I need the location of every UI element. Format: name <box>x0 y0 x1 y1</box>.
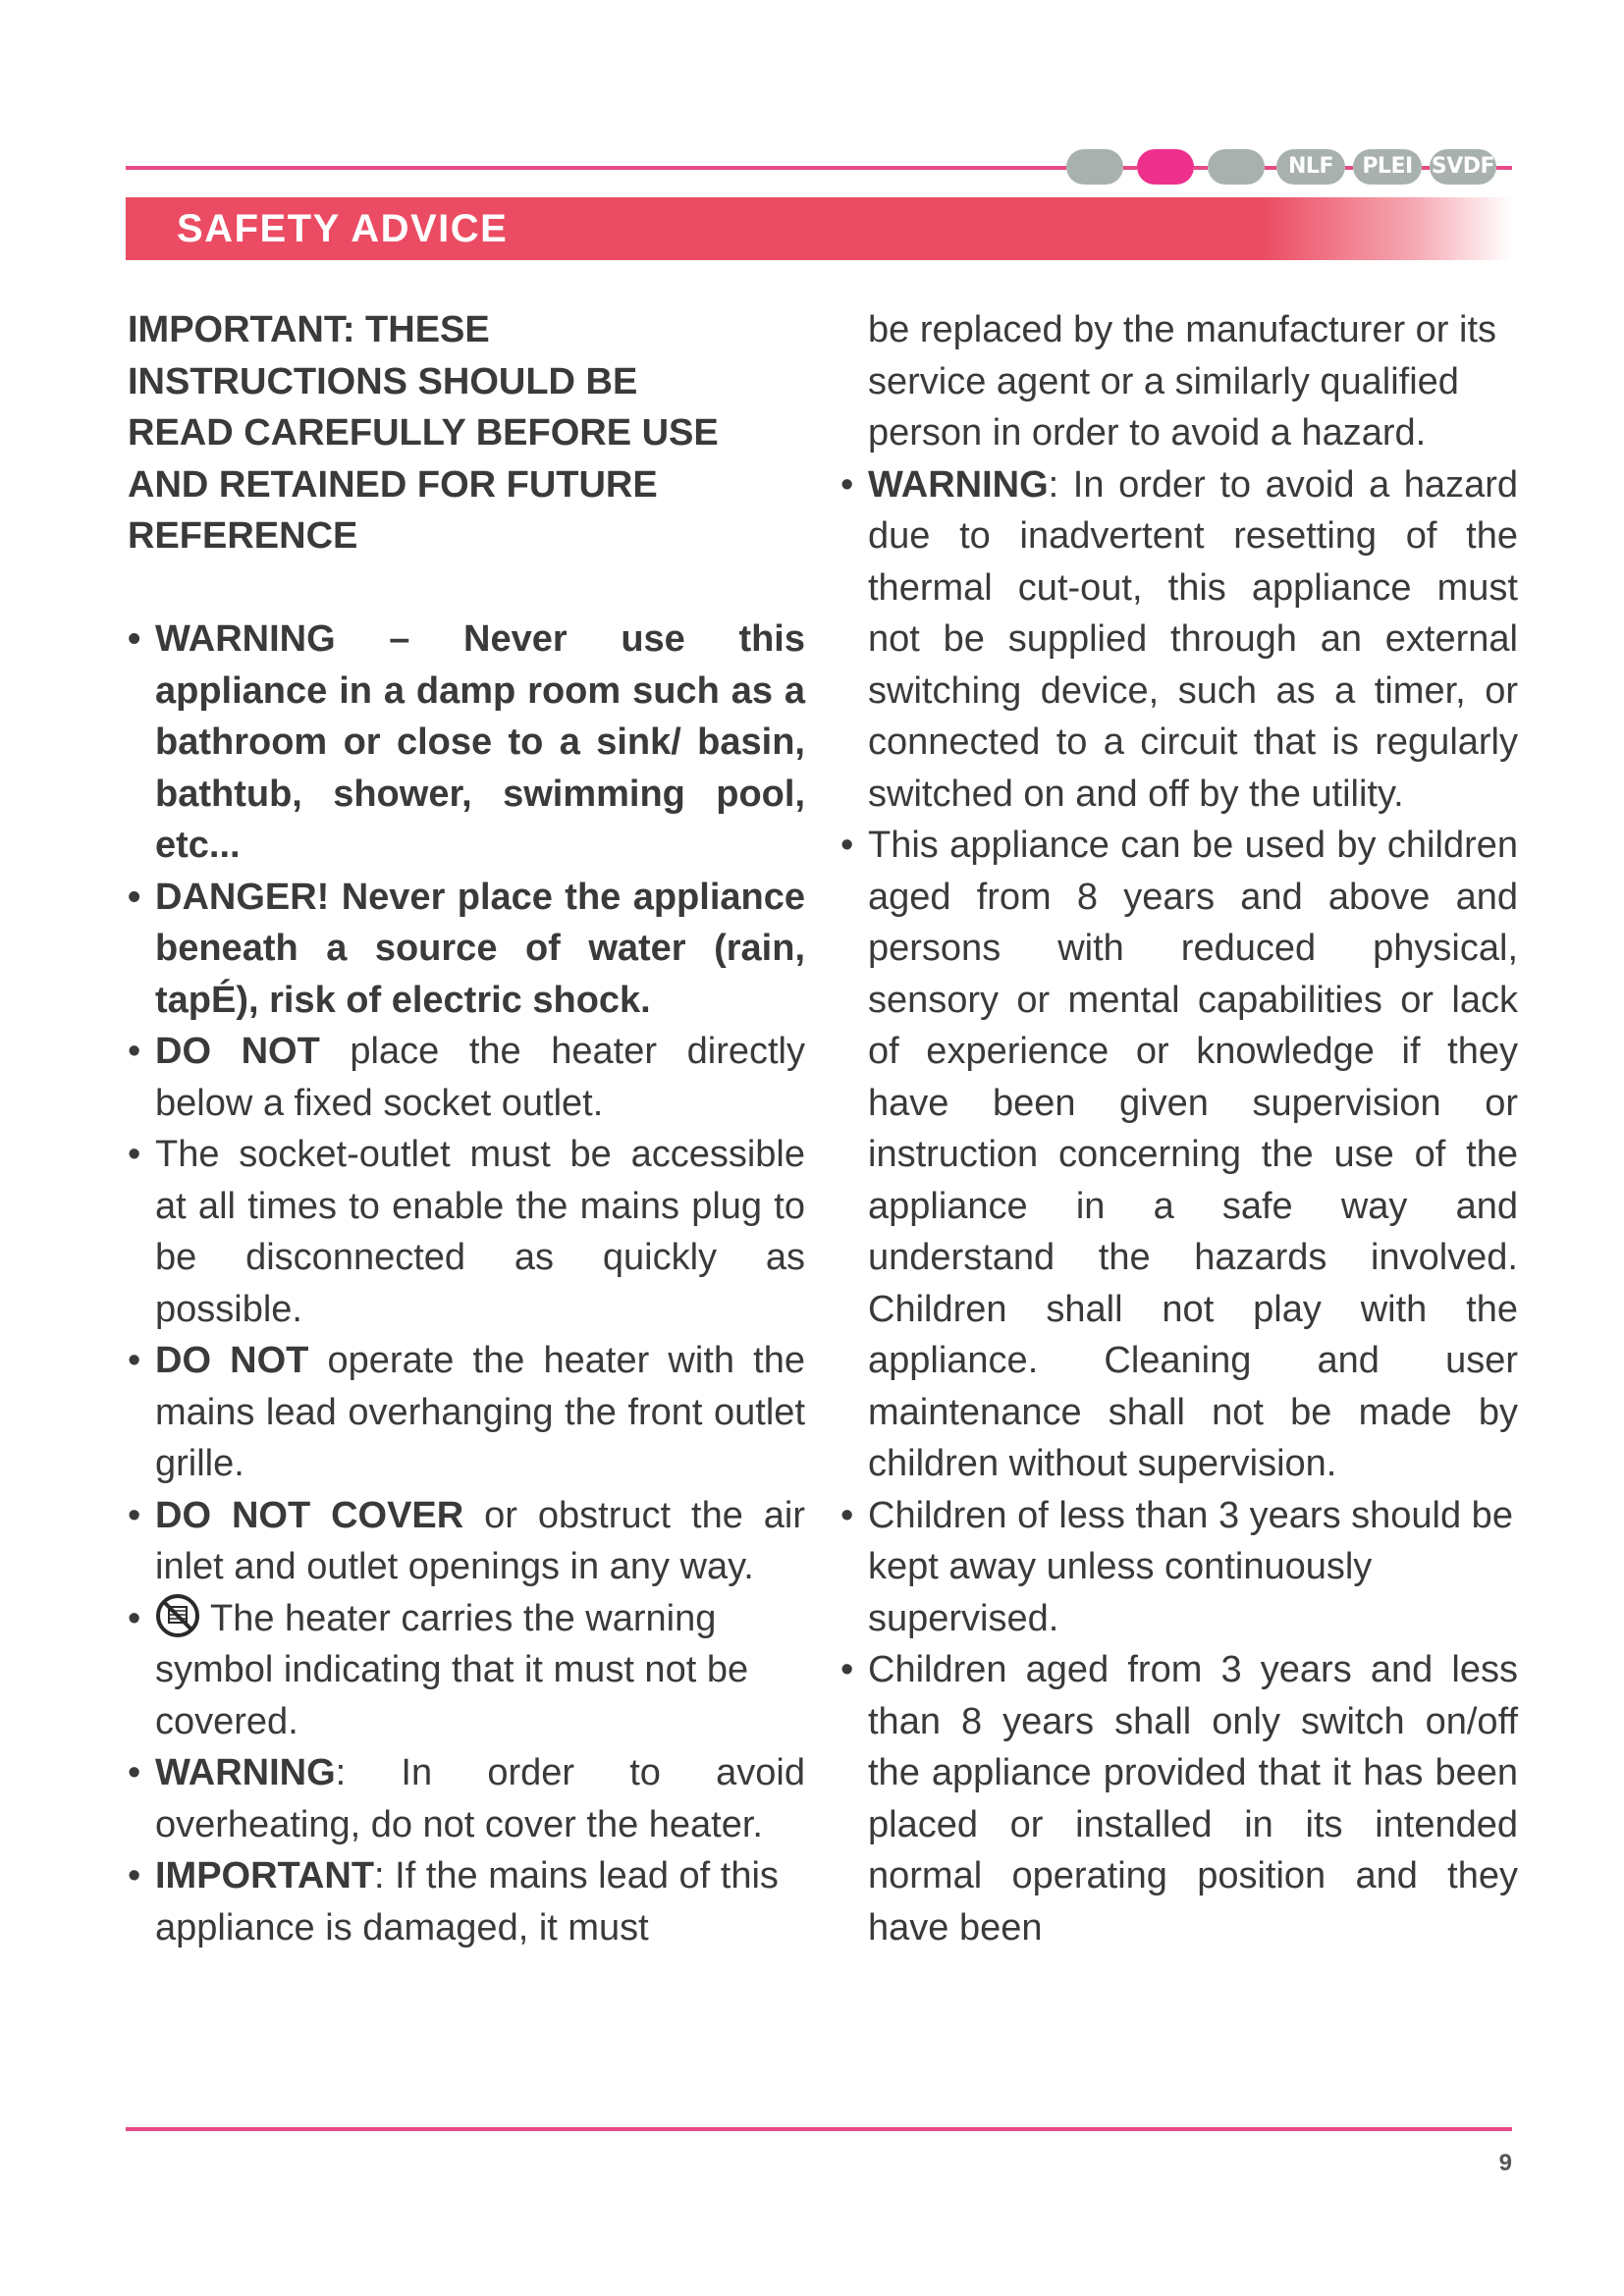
language-label-1: NLF <box>1276 149 1345 185</box>
item-text: WARNING – Never use this appliance in a damp room such as a bathroom or close to a sink/ basin, bathtub, shower, swimming pool, etc... <box>155 618 805 866</box>
rule-dash <box>1265 166 1276 170</box>
item-text: place the heater directly below a fixed socket outlet. <box>155 1031 805 1124</box>
left-column <box>128 304 805 1953</box>
bottom-rule <box>126 2127 1512 2131</box>
important-heading <box>128 304 805 562</box>
list-item: • Children aged from 3 years and less than 8 years shall only switch on/off the appliance provided that it has been placed or installed in its intended normal operating position and they have been <box>840 1649 1518 1949</box>
language-dot-3 <box>1208 149 1265 185</box>
heading-line: READ CAREFULLY BEFORE USE <box>128 412 719 454</box>
item-text: : If the mains lead of this appliance is damaged, it must <box>155 1855 779 1949</box>
item-lead: DO NOT <box>155 1340 309 1381</box>
rule-dash <box>1345 166 1353 170</box>
list-item: • This appliance can be used by children aged from 8 years and above and persons with reduced physical, sensory or mental capabilities or lack of experience or knowledge if they have been given supervision or instruction concerning the use of the appliance in a safe way and understand the hazards involved. Children shall not play with the appliance. Cleaning and user maintenance shall not be made by children without supervision. <box>840 825 1518 1484</box>
list-item: • WARNING – Never use this appliance in a damp room such as a bathroom or close to a sink/ basin, bathtub, shower, swimming pool, etc... <box>128 618 805 866</box>
list-item: • Children of less than 3 years should be kept away unless continuously supervised. <box>840 1494 1513 1639</box>
item-lead: DO NOT <box>155 1031 320 1072</box>
list-item: • DANGER! Never place the appliance beneath a source of water (rain, tapÉ), risk of electric shock. <box>128 876 805 1021</box>
list-item: • WARNING: In order to avoid overheating, do not cover the heater. <box>128 1752 805 1845</box>
list-item: • The socket-outlet must be accessible at all times to enable the mains plug to be disconnected as quickly as possible. <box>128 1134 805 1330</box>
language-dot-active <box>1137 149 1194 185</box>
item-text: Children of less than 3 years should be kept away unless continuously supervised. <box>868 1494 1513 1639</box>
list-item: • The heater carries the warning symbol indicating that it must not be covered. <box>128 1593 805 1748</box>
item-text: Children aged from 3 years and less than 8 years shall only switch on/off the appliance provided that it has been placed or installed in its intended normal operating position and they have been <box>868 1649 1518 1949</box>
continued-text: be replaced by the manufacturer or its service agent or a similarly qualified person in order to avoid a hazard. <box>868 309 1497 454</box>
item-text: The socket-outlet must be accessible at all times to enable the mains plug to be disconnected as quickly as possible. <box>155 1134 805 1330</box>
list-item: • DO NOT place the heater directly below a fixed socket outlet. <box>128 1031 805 1124</box>
rule-dash <box>1194 166 1208 170</box>
heading-line: IMPORTANT: THESE <box>128 309 490 350</box>
rule-dash <box>1496 166 1512 170</box>
page-number: 9 <box>1498 2150 1512 2176</box>
language-label-3: SVDF <box>1430 149 1496 185</box>
list-item: • DO NOT COVER or obstruct the air inlet and outlet openings in any way. <box>128 1494 806 1587</box>
do-not-cover-icon <box>155 1593 200 1638</box>
item-text: DANGER! Never place the appliance beneath a source of water (rain, tapÉ), risk of electric shock. <box>155 876 805 1021</box>
rule-dash <box>1123 166 1137 170</box>
language-dot-1 <box>1066 149 1123 185</box>
item-text: : In order to avoid overheating, do not cover the heater. <box>155 1752 805 1845</box>
heading-line: AND RETAINED FOR FUTURE <box>128 463 658 506</box>
item-text: This appliance can be used by children aged from 8 years and above and persons with reduced physical, sensory or mental capabilities or lack of experience or knowledge if they have been given supervision or instruction concerning the use of the appliance in a safe way and understand the hazards involved. Children shall not play with the appliance. Cleaning and user maintenance shall not be made by children without supervision. <box>868 825 1518 1484</box>
list-item: • WARNING: In order to avoid a hazard due to inadvertent resetting of the thermal cut-out, this appliance must not be supplied through an external switching device, such as a timer, or connected to a circuit that is regularly switched on and off by the utility. <box>840 463 1518 815</box>
item-lead: WARNING <box>155 1752 336 1793</box>
top-rule <box>126 166 1058 170</box>
language-label-2: PLEI <box>1353 149 1422 185</box>
item-lead: DO NOT COVER <box>155 1494 464 1536</box>
item-lead: WARNING <box>868 463 1049 506</box>
item-lead: IMPORTANT <box>155 1855 375 1896</box>
heading-line: REFERENCE <box>128 515 358 557</box>
item-text: or obstruct the air inlet and outlet openings in any way. <box>155 1494 806 1587</box>
rule-dash <box>1058 166 1066 170</box>
rule-dash <box>1422 166 1430 170</box>
section-banner <box>126 197 1512 260</box>
section-title: SAFETY ADVICE <box>177 207 509 250</box>
right-column <box>840 304 1518 1953</box>
item-text: The heater carries the warning symbol indicating that it must not be covered. <box>155 1597 749 1742</box>
item-text: : In order to avoid a hazard due to inadvertent resetting of the thermal cut-out, this appliance must not be supplied through an external switching device, such as a timer, or connected to a circuit that is regularly switched on and off by the utility. <box>868 463 1518 815</box>
language-indicator <box>1058 147 1512 188</box>
list-item: • IMPORTANT: If the mains lead of this appliance is damaged, it must <box>128 1855 779 1949</box>
list-item: • DO NOT operate the heater with the mains lead overhanging the front outlet grille. <box>128 1340 805 1484</box>
heading-line: INSTRUCTIONS SHOULD BE <box>128 360 638 402</box>
item-text: operate the heater with the mains lead overhanging the front outlet grille. <box>155 1340 805 1484</box>
